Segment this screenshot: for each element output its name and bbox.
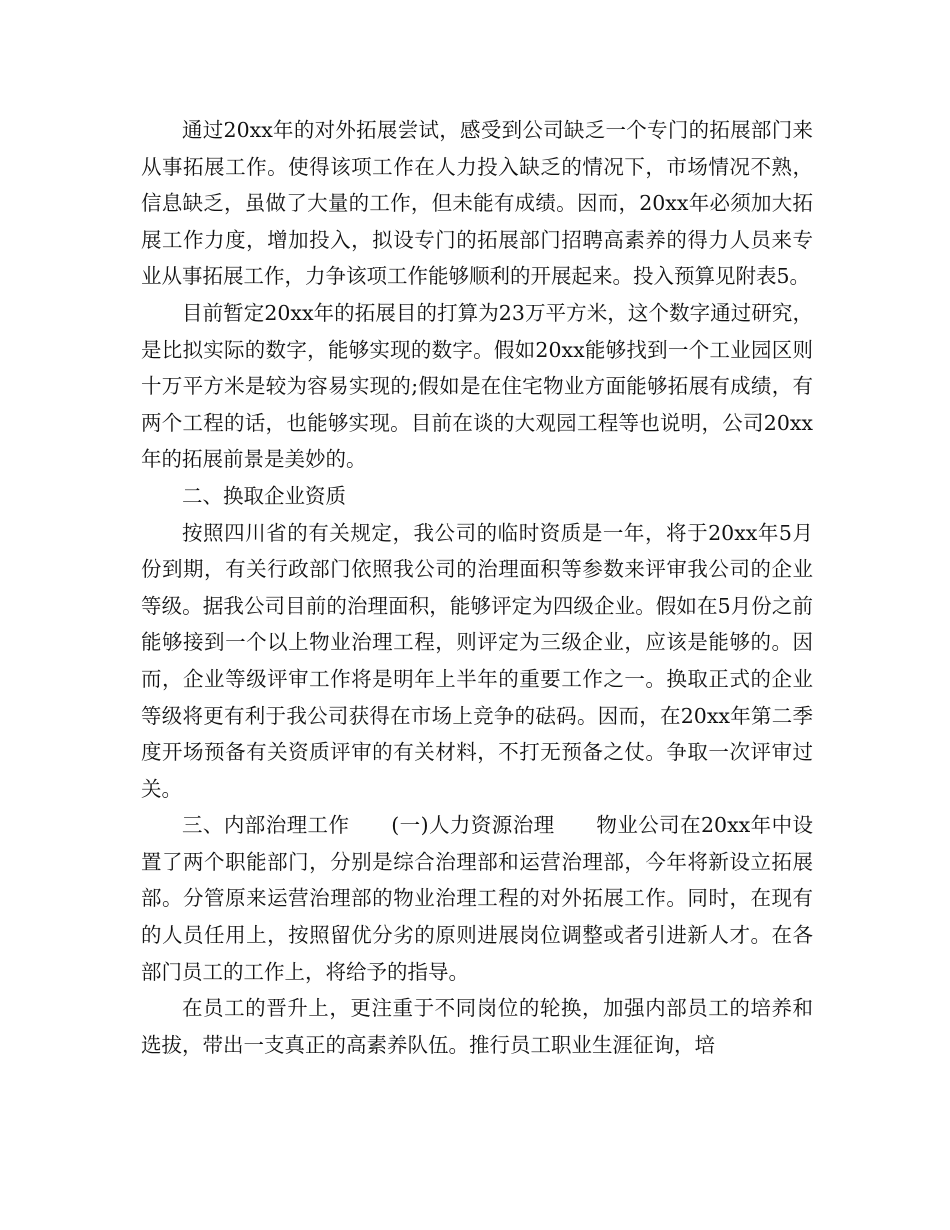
paragraph-internal-management: 三、内部治理工作 (一)人力资源治理 物业公司在20xx年中设置了两个职能部门，分别是综合治理部和运营治理部，今年将新设立拓展部。分管原来运营治理部的物业治理工程的对外拓展工作。同时，在现有的人员任用上，按照留优分劣的原则进展岗位调整或者引进新人才。在各部门员工的工作上，将给予的指导。 <box>141 813 813 984</box>
paragraph-expansion-target: 目前暂定20xx年的拓展目的打算为23万平方米，这个数字通过研究，是比拟实际的数字，能够实现的数字。假如20xx能够找到一个工业园区则十万平方米是较为容易实现的;假如是在住宅物业方面能够拓展有成绩，有两个工程的话，也能够实现。目前在谈的大观园工程等也说明，公司20xx年的拓展前景是美妙的。 <box>141 300 813 472</box>
paragraph-expansion-department: 通过20xx年的对外拓展尝试，感受到公司缺乏一个专门的拓展部门来从事拓展工作。使得该项工作在人力投入缺乏的情况下，市场情况不熟，信息缺乏，虽做了大量的工作，但未能有成绩。因而，20xx年必须加大拓展工作力度，增加投入，拟设专门的拓展部门招聘高素养的得力人员来专业从事拓展工作，力争该项工作能够顺利的开展起来。投入预算见附表5。 <box>141 118 813 289</box>
document-body <box>141 112 813 1063</box>
paragraph-staff-promotion: 在员工的晋升上，更注重于不同岗位的轮换，加强内部员工的培养和选拔，带出一支真正的高素养队伍。推行员工职业生涯征询，培 <box>141 996 813 1057</box>
section-heading-qualification: 二、换取企业资质 <box>182 483 346 508</box>
paragraph-qualification-review: 按照四川省的有关规定，我公司的临时资质是一年，将于20xx年5月份到期，有关行政部门依照我公司的治理面积等参数来评审我公司的企业等级。据我公司目前的治理面积，能够评定为四级企业。假如在5月份之前能够接到一个以上物业治理工程，则评定为三级企业，应该是能够的。因而，企业等级评审工作将是明年上半年的重要工作之一。换取正式的企业等级将更有利于我公司获得在市场上竞争的砝码。因而，在20xx年第二季度开场预备有关资质评审的有关材料，不打无预备之仗。争取一次评审过关。 <box>141 520 813 801</box>
